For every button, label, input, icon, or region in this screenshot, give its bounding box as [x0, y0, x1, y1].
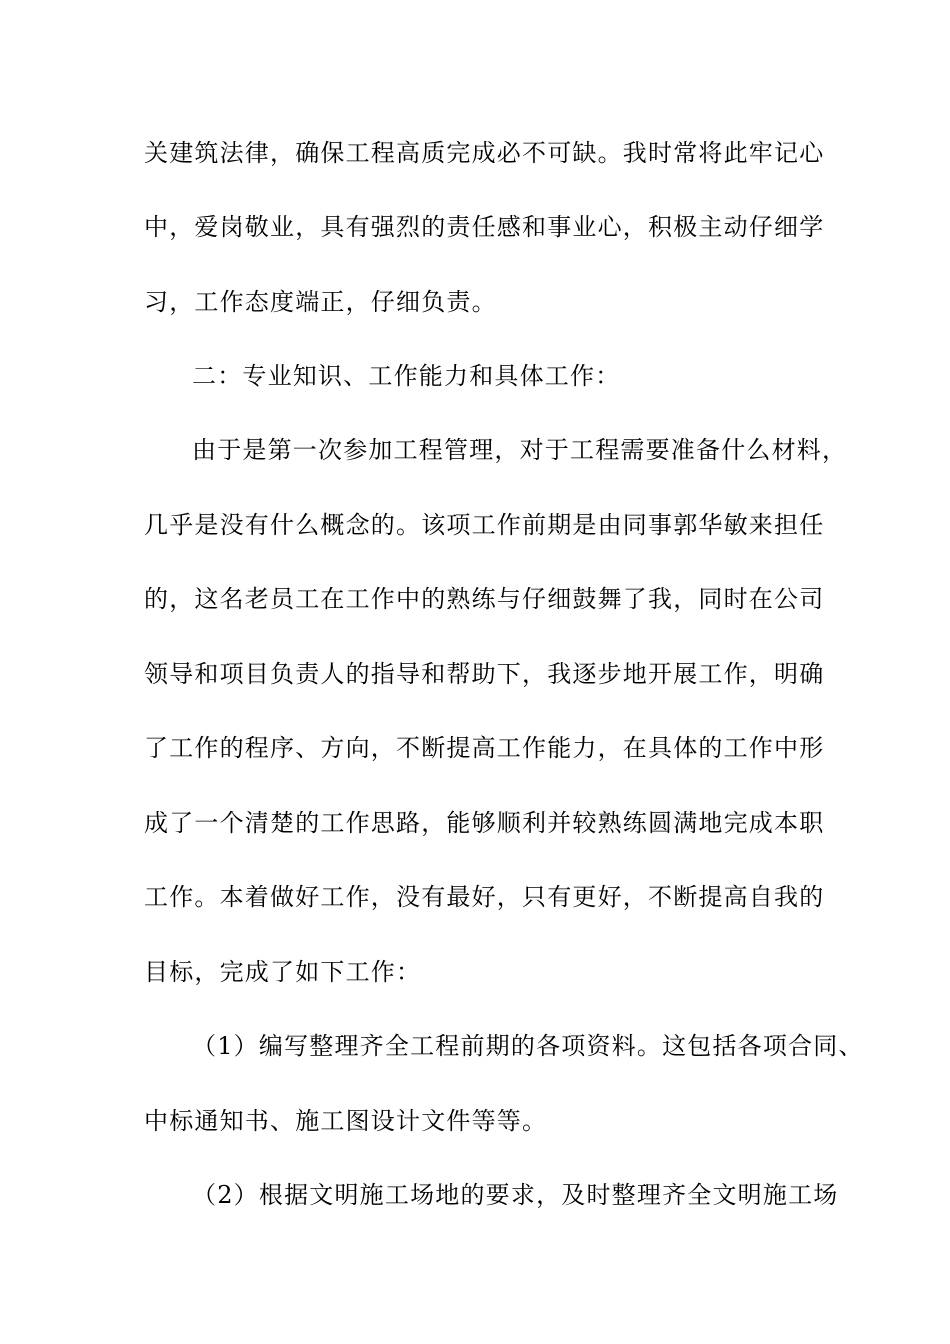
text-line: 几乎是没有什么概念的。该项工作前期是由同事郭华敏来担任 [144, 511, 825, 539]
text-line: 成了一个清楚的工作思路，能够顺利并较熟练圆满地完成本职 [144, 809, 825, 837]
text-line: 领导和项目负责人的指导和帮助下，我逐步地开展工作，明确 [144, 660, 825, 688]
text-line: 中，爱岗敬业，具有强烈的责任感和事业心，积极主动仔细学 [144, 213, 825, 241]
text-line: 的，这名老员工在工作中的熟练与仔细鼓舞了我，同时在公司 [144, 585, 825, 613]
text-line: 了工作的程序、方向，不断提高工作能力，在具体的工作中形 [144, 734, 825, 762]
text-line: 习，工作态度端正，仔细负责。 [144, 288, 497, 316]
list-item: （1）编写整理齐全工程前期的各项资料。这包括各项合同、 [192, 1032, 864, 1060]
list-item: （2）根据文明施工场地的要求，及时整理齐全文明施工场 [192, 1181, 839, 1209]
text-line: 目标，完成了如下工作： [144, 958, 422, 986]
text-line: 工作。本着做好工作，没有最好，只有更好，不断提高自我的 [144, 883, 825, 911]
section-heading: 二：专业知识、工作能力和具体工作： [192, 362, 621, 390]
text-line: 中标通知书、施工图设计文件等等。 [144, 1107, 548, 1135]
text-line: 由于是第一次参加工程管理，对于工程需要准备什么材料， [192, 436, 848, 464]
text-line: 关建筑法律，确保工程高质完成必不可缺。我时常将此牢记心 [144, 139, 825, 167]
